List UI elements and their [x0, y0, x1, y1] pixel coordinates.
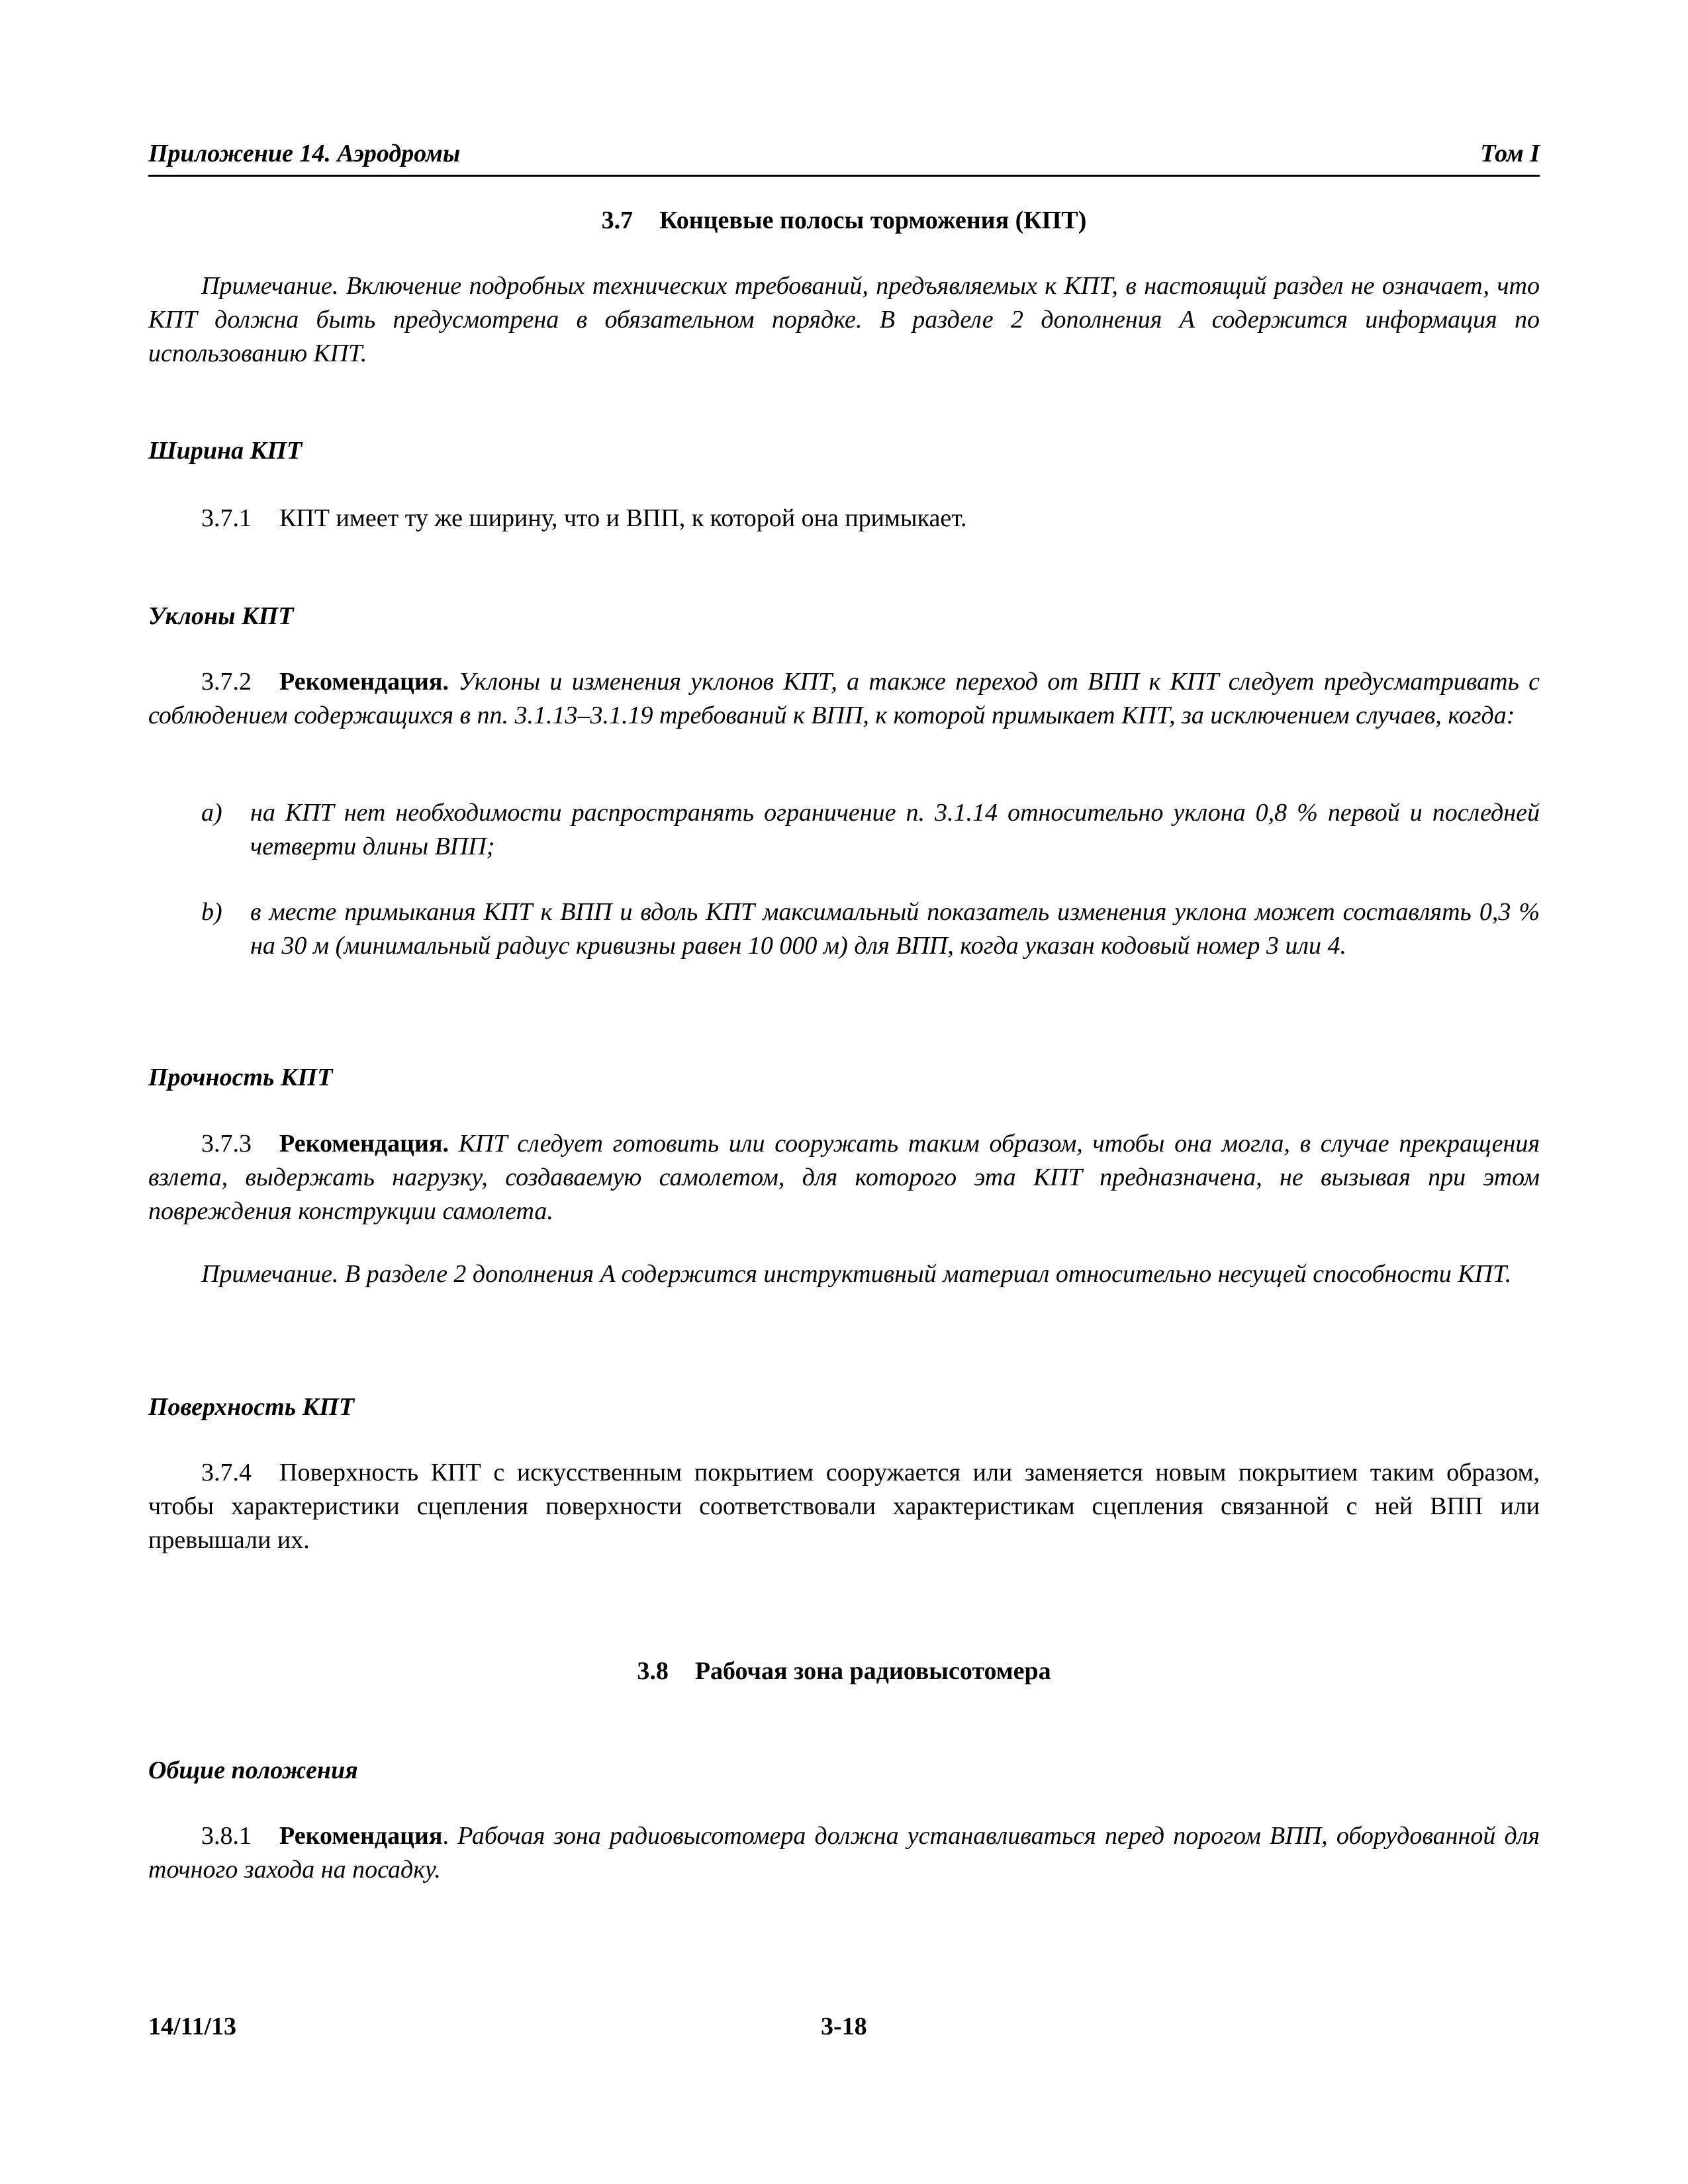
subheading-slopes: Уклоны КПТ: [148, 602, 294, 630]
paragraph-number: 3.8.1: [201, 1822, 252, 1850]
paragraph-text: Уклоны и изменения уклонов КПТ, а также переход от ВПП к КПТ следует предусматривать с соблюдением содержащихся в пп. 3.1.13–3.1.19 требований к ВПП, к которой примыкает КПТ, за исключением случаев, когда:: [148, 668, 1540, 729]
footer-date: 14/11/13: [148, 2013, 237, 2040]
recommendation-label: Рекомендация.: [279, 668, 449, 696]
paragraph-number: 3.7.4: [201, 1459, 252, 1486]
paragraph-3-7-3: [148, 1127, 1540, 1228]
subheading-strength: Прочность КПТ: [148, 1064, 333, 1091]
section-3-7-note: Примечание. Включение подробных технических требований, предъявляемых к КПТ, в настоящий раздел не означает, что КПТ должна быть предусмотрена в обязательном порядке. В разделе 2 дополнения A содержится информация по использованию КПТ.: [148, 272, 1540, 367]
section-3-8-title: [148, 1655, 1540, 1688]
paragraph-text: Рабочая зона радиовысотомера должна устанавливаться перед порогом ВПП, оборудованной для точного захода на посадку.: [148, 1822, 1540, 1884]
paragraph-text: Поверхность КПТ с искусственным покрытием сооружается или заменяется новым покрытием таким образом, чтобы характеристики сцепления поверхности соответствовали характеристикам сцепления связанной с ней ВПП или превышали их.: [148, 1459, 1540, 1554]
section-number: 3.8: [637, 1657, 669, 1685]
list-item-text: на КПТ нет необходимости распространять ограничение п. 3.1.14 относительно уклона 0,8 % первой и последней четверти длины ВПП;: [250, 799, 1540, 860]
list-item-b: [201, 895, 1540, 963]
page-number: 3-18: [821, 2013, 867, 2040]
subheading-surface: Поверхность КПТ: [148, 1393, 355, 1421]
document-page: [148, 0, 1540, 2184]
strength-note: Примечание. В разделе 2 дополнения A содержится инструктивный материал относительно несущей способности КПТ.: [201, 1260, 1512, 1288]
paragraph-number: 3.7.3: [201, 1130, 252, 1158]
section-title-text: Рабочая зона радиовысотомера: [694, 1657, 1051, 1685]
recommendation-label: Рекомендация.: [279, 1130, 449, 1158]
recommendation-punct: .: [442, 1822, 449, 1850]
subheading-width: Ширина КПТ: [148, 437, 303, 465]
running-header: [148, 131, 1540, 177]
section-number: 3.7: [601, 206, 633, 234]
paragraph-3-7-1: [148, 502, 1540, 535]
paragraph-number: 3.7.1: [201, 504, 252, 532]
list-marker: a): [201, 799, 222, 827]
subheading-general: Общие положения: [148, 1756, 358, 1784]
recommendation-label: Рекомендация: [279, 1822, 443, 1850]
paragraph-number: 3.7.2: [201, 668, 252, 696]
list-marker: b): [201, 898, 222, 926]
section-title-text: Концевые полосы торможения (КПТ): [659, 206, 1087, 234]
paragraph-3-8-1: [148, 1819, 1540, 1887]
header-annex-title: Приложение 14. Аэродромы: [148, 140, 461, 167]
paragraph-text: КПТ следует готовить или сооружать таким образом, чтобы она могла, в случае прекращения взлета, выдержать нагрузку, создаваемую самолетом, для которого эта КПТ предназначена, не вызывая при этом повреждения конструкции самолета.: [148, 1130, 1540, 1225]
header-volume: Том I: [1480, 140, 1540, 167]
list-item-text: в месте примыкания КПТ к ВПП и вдоль КПТ максимальный показатель изменения уклона может составлять 0,3 % на 30 м (минимальный радиус кривизны равен 10 000 м) для ВПП, когда указан кодовый номер 3 или 4.: [250, 898, 1540, 960]
paragraph-3-7-2: [148, 665, 1540, 733]
paragraph-text: КПТ имеет ту же ширину, что и ВПП, к которой она примыкает.: [279, 504, 967, 532]
section-3-7-title: [148, 204, 1540, 238]
list-item-a: [201, 796, 1540, 864]
paragraph-3-7-4: [148, 1456, 1540, 1557]
